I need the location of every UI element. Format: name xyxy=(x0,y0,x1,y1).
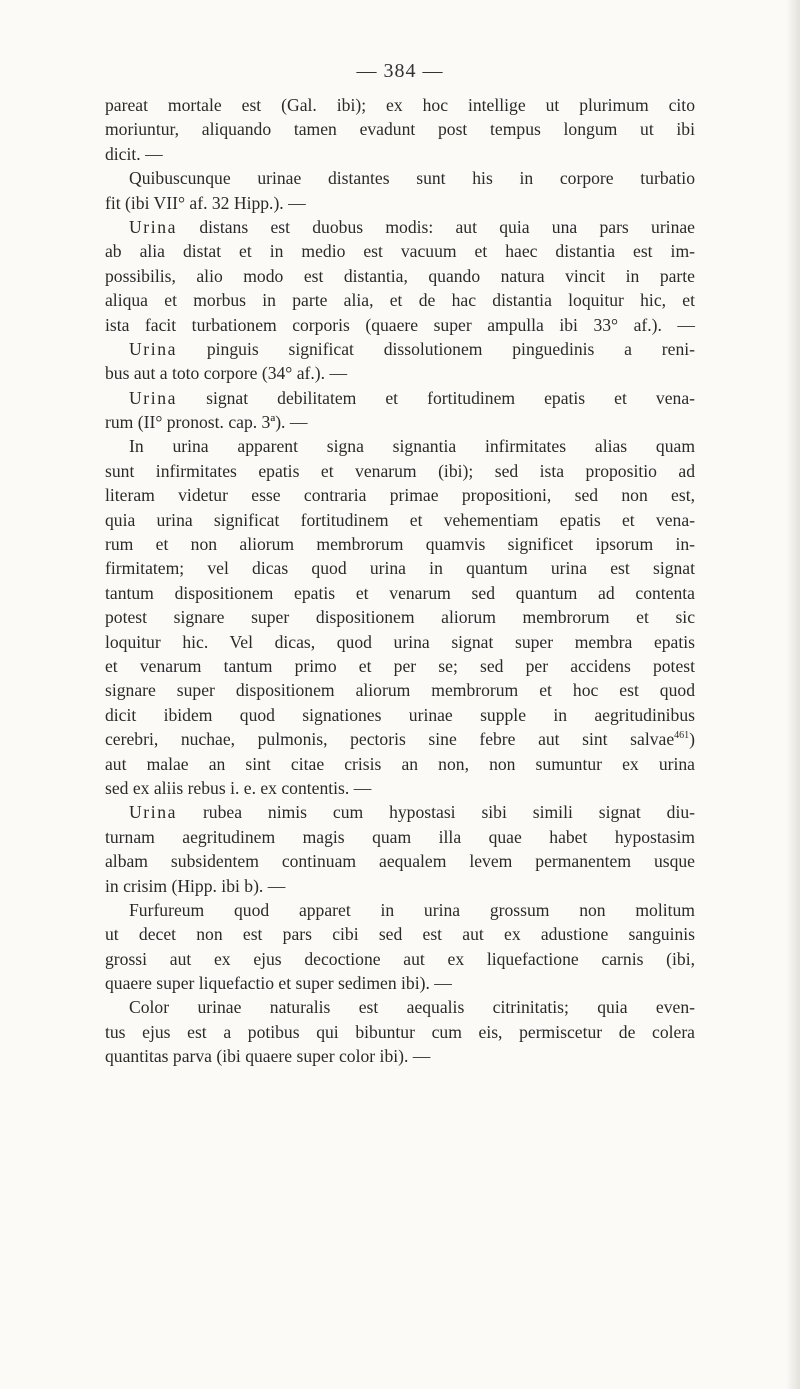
line-text: moriuntur, aliquando tamen evadunt post tempus longum ut ibi xyxy=(105,119,695,140)
text-line xyxy=(105,239,695,263)
line-text: in crisim (Hipp. ibi b). — xyxy=(105,875,286,896)
text-line xyxy=(105,361,695,385)
line-text: firmitatem; vel dicas quod urina in quantum urina est signat xyxy=(105,558,695,579)
line-text: loquitur hic. Vel dicas, quod urina signat super membra epatis xyxy=(105,631,695,652)
line-text: tantum dispositionem epatis et venarum sed quantum ad contenta xyxy=(105,582,695,603)
spaced-term: Urina xyxy=(129,802,178,823)
line-text: turnam aegritudinem magis quam illa quae habet hypostasim xyxy=(105,826,695,847)
line-text: pareat mortale est (Gal. ibi); ex hoc intellige ut plurimum cito xyxy=(105,95,695,115)
text-line xyxy=(105,483,695,507)
text-line xyxy=(105,288,695,312)
text-line xyxy=(105,849,695,873)
line-text: bus aut a toto corpore (34° af.). — xyxy=(105,363,348,384)
line-text: literam videtur esse contraria primae propositioni, sed non est, xyxy=(105,485,695,506)
line-text: rubea nimis cum hypostasi sibi simili signat diu- xyxy=(177,802,695,823)
spaced-term: Urina xyxy=(129,216,178,237)
text-line xyxy=(105,215,695,239)
text-line xyxy=(105,313,695,337)
line-text-tail: ) xyxy=(689,729,695,750)
text-line xyxy=(105,264,695,288)
line-text: In urina apparent signa signantia infirmitates alias quam xyxy=(129,436,695,457)
line-text: distans est duobus modis: aut quia una pars urinae xyxy=(177,216,695,237)
text-line xyxy=(105,191,695,215)
text-body xyxy=(105,93,695,1069)
line-text: signare super dispositionem aliorum membrorum et hoc est quod xyxy=(105,680,695,701)
text-line xyxy=(105,142,695,166)
line-text: Quibuscunque urinae distantes sunt his in corpore turbatio xyxy=(129,168,695,189)
line-text: sunt infirmitates epatis et venarum (ibi); sed ista propositio ad xyxy=(105,460,695,481)
line-text: cerebri, nuchae, pulmonis, pectoris sine febre aut sint salvae xyxy=(105,729,675,750)
line-text: rum (II° pronost. cap. 3ª). — xyxy=(105,412,308,433)
text-line xyxy=(105,1020,695,1044)
line-text: dicit. — xyxy=(105,143,163,164)
text-line xyxy=(105,117,695,141)
text-line xyxy=(105,995,695,1019)
text-line xyxy=(105,434,695,458)
text-line xyxy=(105,556,695,580)
text-line xyxy=(105,654,695,678)
text-line xyxy=(105,386,695,410)
text-line xyxy=(105,532,695,556)
text-line xyxy=(105,898,695,922)
text-line xyxy=(105,874,695,898)
text-line xyxy=(105,166,695,190)
text-line xyxy=(105,776,695,800)
page-edge-shadow xyxy=(786,0,800,1389)
line-text: possibilis, alio modo est distantia, quando natura vincit in parte xyxy=(105,265,695,286)
line-text: grossi aut ex ejus decoctione aut ex liquefactione carnis (ibi, xyxy=(105,948,695,969)
text-line xyxy=(105,922,695,946)
line-text: ut decet non est pars cibi sed est aut ex adustione sanguinis xyxy=(105,924,695,945)
line-text: fit (ibi VII° af. 32 Hipp.). — xyxy=(105,192,306,213)
text-line xyxy=(105,605,695,629)
line-text: Furfureum quod apparet in urina grossum non molitum xyxy=(129,899,695,920)
text-line xyxy=(105,508,695,532)
line-text: tus ejus est a potibus qui bibuntur cum eis, permiscetur de colera xyxy=(105,1021,695,1042)
line-text: quia urina significat fortitudinem et vehementiam epatis et vena- xyxy=(105,509,695,530)
text-line xyxy=(105,678,695,702)
line-text: aliqua et morbus in parte alia, et de hac distantia loquitur hic, et xyxy=(105,290,695,311)
text-line xyxy=(105,630,695,654)
line-text: albam subsidentem continuam aequalem levem permanentem usque xyxy=(105,851,695,872)
line-text: ista facit turbationem corporis (quaere super ampulla ibi 33° af.). — xyxy=(105,314,695,335)
line-text: quantitas parva (ibi quaere super color ibi). — xyxy=(105,1046,431,1067)
text-line xyxy=(105,800,695,824)
line-text: pinguis significat dissolutionem pinguedinis a reni- xyxy=(177,338,695,359)
text-line xyxy=(105,93,695,117)
text-line xyxy=(105,947,695,971)
line-text: sed ex aliis rebus i. e. ex contentis. — xyxy=(105,777,372,798)
footnote-ref: 461 xyxy=(674,730,690,742)
text-line xyxy=(105,752,695,776)
text-line xyxy=(105,337,695,361)
line-text: signat debilitatem et fortitudinem epatis et vena- xyxy=(177,387,695,408)
text-line xyxy=(105,581,695,605)
line-text: Color urinae naturalis est aequalis citrinitatis; quia even- xyxy=(129,997,695,1018)
text-line xyxy=(105,459,695,483)
text-line xyxy=(105,727,695,751)
line-text: quaere super liquefactio et super sedimen ibi). — xyxy=(105,973,452,994)
text-line xyxy=(105,410,695,434)
line-text: dicit ibidem quod signationes urinae supple in aegritudinibus xyxy=(105,704,695,725)
spaced-term: Urina xyxy=(129,338,178,359)
line-text: ab alia distat et in medio est vacuum et haec distantia est im- xyxy=(105,241,695,262)
page-number: — 384 — xyxy=(356,60,444,82)
text-line xyxy=(105,825,695,849)
text-line xyxy=(105,971,695,995)
spaced-term: Urina xyxy=(129,387,178,408)
text-line xyxy=(105,703,695,727)
text-line xyxy=(105,1044,695,1068)
line-text: potest signare super dispositionem aliorum membrorum et sic xyxy=(105,607,695,628)
line-text: aut malae an sint citae crisis an non, non sumuntur ex urina xyxy=(105,753,695,774)
line-text: et venarum tantum primo et per se; sed per accidens potest xyxy=(105,655,695,676)
line-text: rum et non aliorum membrorum quamvis significet ipsorum in- xyxy=(105,534,695,555)
